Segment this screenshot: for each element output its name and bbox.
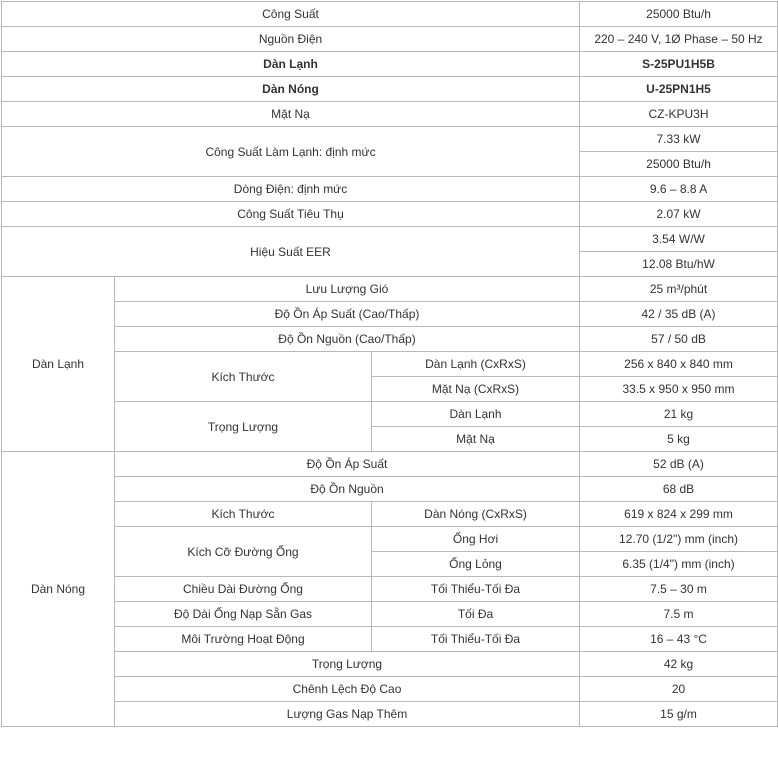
sublabel-ong-hoi: Ống Hơi	[372, 527, 580, 552]
table-row	[2, 302, 778, 327]
label-moi-truong-hoat-dong: Môi Trường Hoạt Động	[115, 627, 372, 652]
value-dong-dien: 9.6 – 8.8 A	[580, 177, 778, 202]
label-cong-suat-lam-lanh: Công Suất Làm Lạnh: định mức	[2, 127, 580, 177]
value-dan-nong-cxrxs: 619 x 824 x 299 mm	[580, 502, 778, 527]
label-indoor-trong-luong: Trọng Lượng	[115, 402, 372, 452]
table-row	[2, 277, 778, 302]
table-row	[2, 452, 778, 477]
value-trong-luong-mat-na: 5 kg	[580, 427, 778, 452]
value-outdoor-do-on-nguon: 68 dB	[580, 477, 778, 502]
table-row	[2, 352, 778, 377]
value-luu-luong-gio: 25 m³/phút	[580, 277, 778, 302]
group-label-dan-lanh: Dàn Lạnh	[2, 277, 115, 452]
sublabel-moi-truong-hoat-dong: Tối Thiểu-Tối Đa	[372, 627, 580, 652]
label-mat-na: Mặt Nạ	[2, 102, 580, 127]
group-label-dan-nong: Dàn Nóng	[2, 452, 115, 727]
label-outdoor-do-on-ap-suat: Độ Ồn Áp Suất	[115, 452, 580, 477]
label-luong-gas-nap-them: Lượng Gas Nạp Thêm	[115, 702, 580, 727]
sublabel-dan-nong-cxrxs: Dàn Nóng (CxRxS)	[372, 502, 580, 527]
table-row	[2, 577, 778, 602]
sublabel-chieu-dai-duong-ong: Tối Thiểu-Tối Đa	[372, 577, 580, 602]
table-row	[2, 202, 778, 227]
sublabel-trong-luong-mat-na: Mặt Nạ	[372, 427, 580, 452]
table-row	[2, 602, 778, 627]
label-indoor-do-on-ap-suat: Độ Ồn Áp Suất (Cao/Thấp)	[115, 302, 580, 327]
label-cong-suat: Công Suất	[2, 2, 580, 27]
table-row	[2, 102, 778, 127]
value-cong-suat-lam-lanh-kw: 7.33 kW	[580, 127, 778, 152]
value-luong-gas-nap-them: 15 g/m	[580, 702, 778, 727]
label-dong-dien: Dòng Điện: định mức	[2, 177, 580, 202]
label-do-dai-ong-nap-san-gas: Độ Dài Ống Nạp Sẵn Gas	[115, 602, 372, 627]
table-row	[2, 627, 778, 652]
table-row	[2, 327, 778, 352]
value-mat-na-cxrxs: 33.5 x 950 x 950 mm	[580, 377, 778, 402]
table-row	[2, 402, 778, 427]
sublabel-do-dai-ong-nap-san-gas: Tối Đa	[372, 602, 580, 627]
label-indoor-kich-thuoc: Kích Thước	[115, 352, 372, 402]
label-hieu-suat: Hiệu Suất EER	[2, 227, 580, 277]
table-row	[2, 127, 778, 152]
value-ong-long: 6.35 (1/4") mm (inch)	[580, 552, 778, 577]
value-dan-lanh-cxrxs: 256 x 840 x 840 mm	[580, 352, 778, 377]
value-moi-truong-hoat-dong: 16 – 43 °C	[580, 627, 778, 652]
table-row	[2, 527, 778, 552]
value-indoor-do-on-ap-suat: 42 / 35 dB (A)	[580, 302, 778, 327]
table-row	[2, 2, 778, 27]
label-dan-lanh-model: Dàn Lạnh	[2, 52, 580, 77]
value-hieu-suat-btu: 12.08 Btu/hW	[580, 252, 778, 277]
value-trong-luong-dan-lanh: 21 kg	[580, 402, 778, 427]
label-cong-suat-tieu-thu: Công Suất Tiêu Thụ	[2, 202, 580, 227]
table-row	[2, 702, 778, 727]
sublabel-trong-luong-dan-lanh: Dàn Lạnh	[372, 402, 580, 427]
label-indoor-do-on-nguon: Độ Ồn Nguồn (Cao/Thấp)	[115, 327, 580, 352]
value-mat-na: CZ-KPU3H	[580, 102, 778, 127]
table-row	[2, 477, 778, 502]
label-nguon-dien: Nguồn Điện	[2, 27, 580, 52]
value-outdoor-trong-luong: 42 kg	[580, 652, 778, 677]
label-chenh-lech-do-cao: Chênh Lệch Độ Cao	[115, 677, 580, 702]
value-chenh-lech-do-cao: 20	[580, 677, 778, 702]
value-dan-lanh-model: S-25PU1H5B	[580, 52, 778, 77]
value-ong-hoi: 12.70 (1/2") mm (inch)	[580, 527, 778, 552]
table-row	[2, 677, 778, 702]
label-kich-co-duong-ong: Kích Cỡ Đường Ống	[115, 527, 372, 577]
value-hieu-suat-w: 3.54 W/W	[580, 227, 778, 252]
sublabel-mat-na-cxrxs: Mặt Nạ (CxRxS)	[372, 377, 580, 402]
table-row	[2, 77, 778, 102]
label-luu-luong-gio: Lưu Lượng Gió	[115, 277, 580, 302]
value-dan-nong-model: U-25PN1H5	[580, 77, 778, 102]
table-row	[2, 502, 778, 527]
value-cong-suat: 25000 Btu/h	[580, 2, 778, 27]
table-row	[2, 177, 778, 202]
label-dan-nong-model: Dàn Nóng	[2, 77, 580, 102]
value-do-dai-ong-nap-san-gas: 7.5 m	[580, 602, 778, 627]
table-row	[2, 652, 778, 677]
table-row	[2, 227, 778, 252]
sublabel-dan-lanh-cxrxs: Dàn Lạnh (CxRxS)	[372, 352, 580, 377]
label-outdoor-kich-thuoc: Kích Thước	[115, 502, 372, 527]
table-row	[2, 52, 778, 77]
value-outdoor-do-on-ap-suat: 52 dB (A)	[580, 452, 778, 477]
value-chieu-dai-duong-ong: 7.5 – 30 m	[580, 577, 778, 602]
label-outdoor-trong-luong: Trọng Lượng	[115, 652, 580, 677]
sublabel-ong-long: Ống Lỏng	[372, 552, 580, 577]
value-indoor-do-on-nguon: 57 / 50 dB	[580, 327, 778, 352]
table-row	[2, 27, 778, 52]
value-nguon-dien: 220 – 240 V, 1Ø Phase – 50 Hz	[580, 27, 778, 52]
value-cong-suat-tieu-thu: 2.07 kW	[580, 202, 778, 227]
spec-table	[1, 1, 778, 727]
label-outdoor-do-on-nguon: Độ Ồn Nguồn	[115, 477, 580, 502]
label-chieu-dai-duong-ong: Chiều Dài Đường Ống	[115, 577, 372, 602]
value-cong-suat-lam-lanh-btu: 25000 Btu/h	[580, 152, 778, 177]
